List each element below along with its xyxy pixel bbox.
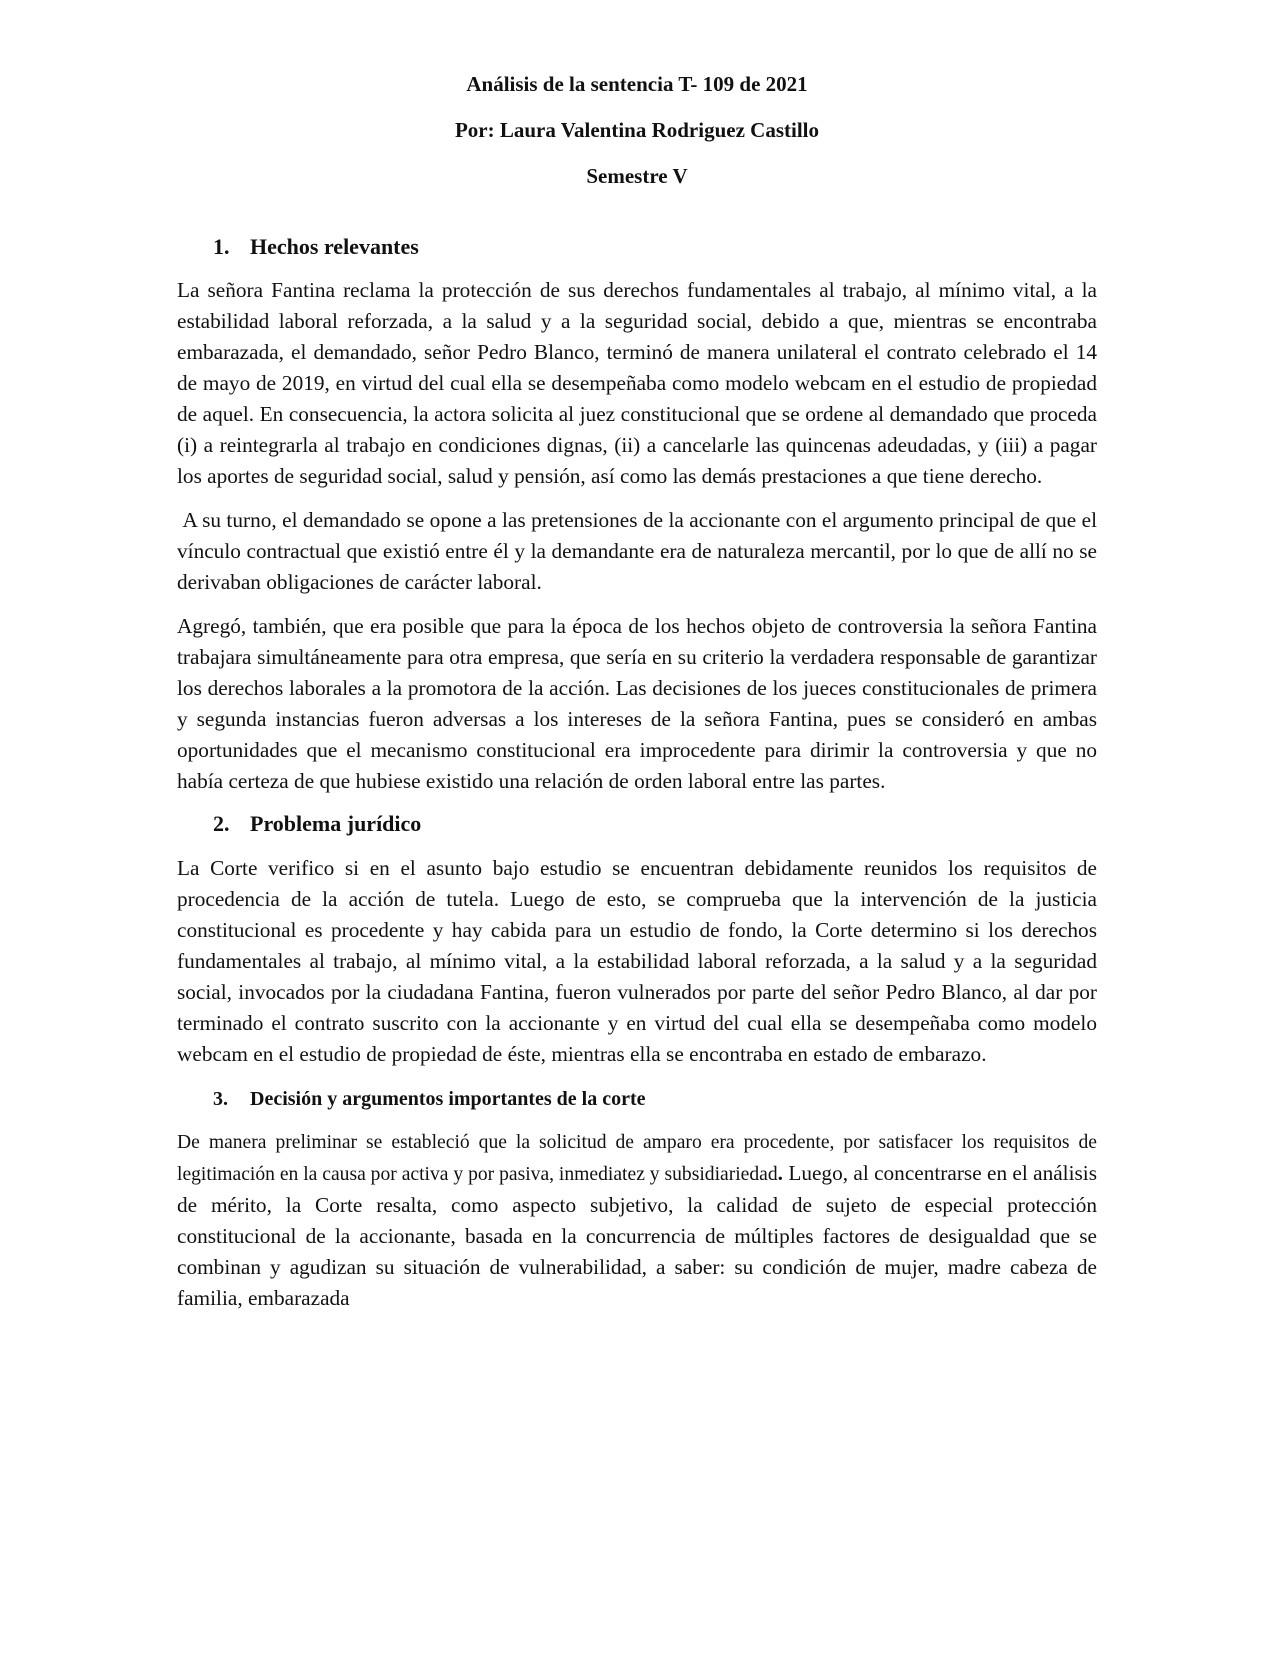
section-heading-hechos	[177, 232, 1097, 262]
paragraph	[177, 1126, 1097, 1314]
section-title: Problema jurídico	[250, 811, 422, 836]
section-title: Decisión y argumentos importantes de la corte	[250, 1088, 646, 1110]
section-title: Hechos relevantes	[250, 234, 419, 259]
paragraph-intro: De manera preliminar se estableció que la solicitud de amparo era procedente, por satisfacer los requisitos de legitimación en la causa por activa y por pasiva, inmediatez y subsidiariedad	[177, 1132, 1097, 1185]
section-heading-decision	[177, 1084, 1097, 1114]
section-number: 3.	[213, 1088, 228, 1110]
document-header	[177, 70, 1097, 190]
document-semester: Semestre V	[586, 164, 688, 188]
section-heading-problema	[177, 809, 1097, 839]
section-number: 2.	[213, 811, 230, 836]
document-page	[177, 70, 1103, 1314]
document-author: Por: Laura Valentina Rodriguez Castillo	[454, 118, 819, 142]
section-number: 1.	[213, 234, 230, 259]
paragraph-continuation: Luego, al concentrarse en el análisis de mérito, la Corte resalta, como aspecto subjetivo, la calidad de sujeto de especial protección constitucional de la accionante, basada en la concurrencia de múltiples factores de desigualdad que se combinan y agudizan su situación de vulnerabilidad, a saber: su condición de mujer, madre cabeza de familia, embarazada	[177, 1161, 1097, 1310]
paragraph: La Corte verifico si en el asunto bajo estudio se encuentran debidamente reunidos los requisitos de procedencia de la acción de tutela. Luego de esto, se comprueba que la intervención de la justicia constitucional es procedente y hay cabida para un estudio de fondo, la Corte determino si los derechos fundamentales al trabajo, al mínimo vital, a la estabilidad laboral reforzada, a la salud y a la seguridad social, invocados por la ciudadana Fantina, fueron vulnerados por parte del señor Pedro Blanco, al dar por terminado el contrato suscrito con la accionante y en virtud del cual ella se desempeñaba como modelo webcam en el estudio de propiedad de éste, mientras ella se encontraba en estado de embarazo.	[177, 856, 1097, 1066]
paragraph: Agregó, también, que era posible que para la época de los hechos objeto de controversia la señora Fantina trabajara simultáneamente para otra empresa, que sería en su criterio la verdadera responsable de garantizar los derechos laborales a la promotora de la acción. Las decisiones de los jueces constitucionales de primera y segunda instancias fueron adversas a los intereses de la señora Fantina, pues se consideró en ambas oportunidades que el mecanismo constitucional era improcedente para dirimir la controversia y que no había certeza de que hubiese existido una relación de orden laboral entre las partes.	[177, 614, 1097, 793]
paragraph: A su turno, el demandado se opone a las pretensiones de la accionante con el argumento principal de que el vínculo contractual que existió entre él y la demandante era de naturaleza mercantil, por lo que de allí no se derivaban obligaciones de carácter laboral.	[177, 508, 1103, 594]
paragraph-intro-dot: .	[777, 1161, 783, 1185]
paragraph: La señora Fantina reclama la protección de sus derechos fundamentales al trabajo, al mínimo vital, a la estabilidad laboral reforzada, a la salud y a la seguridad social, debido a que, mientras se encontraba embarazada, el demandado, señor Pedro Blanco, terminó de manera unilateral el contrato celebrado el 14 de mayo de 2019, en virtud del cual ella se desempeñaba como modelo webcam en el estudio de propiedad de aquel. En consecuencia, la actora solicita al juez constitucional que se ordene al demandado que proceda (i) a reintegrarla al trabajo en condiciones dignas, (ii) a cancelarle las quincenas adeudadas, y (iii) a pagar los aportes de seguridad social, salud y pensión, así como las demás prestaciones a que tiene derecho.	[177, 278, 1097, 488]
document-title: Análisis de la sentencia T- 109 de 2021	[466, 72, 808, 96]
